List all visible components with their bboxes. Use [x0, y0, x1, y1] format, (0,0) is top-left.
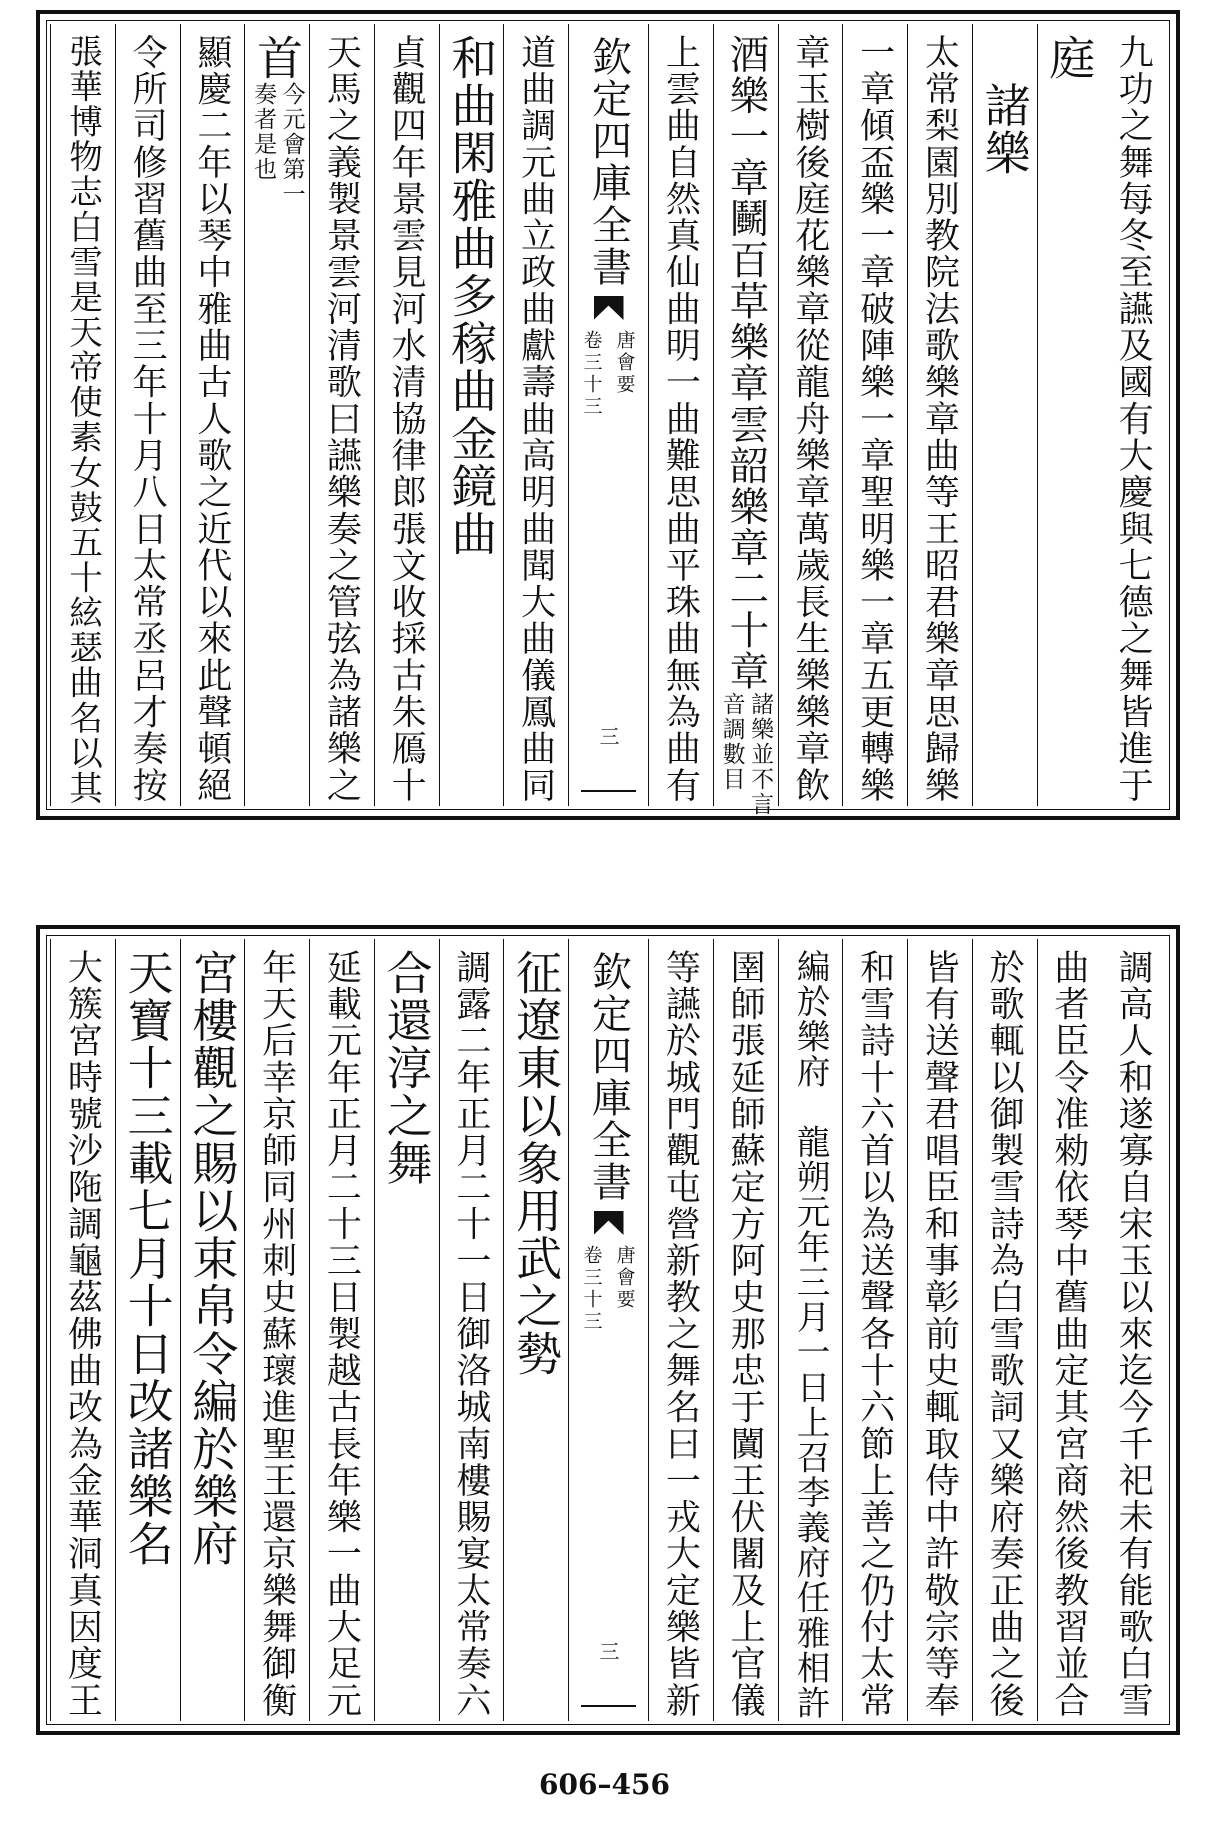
text-column [778, 24, 843, 806]
text-column [1037, 939, 1102, 1721]
column-text: 圉師張延師蘇定方阿史那忠于闐王伏闍及上官儀 [725, 949, 767, 1719]
column-text: 庭 [1042, 34, 1097, 82]
column-text: 宮樓觀之賜以束帛令編於樂府 [185, 949, 240, 1568]
column-text: 大簇宮時號沙陁調龜茲佛曲改為金華洞真因度王 [62, 949, 104, 1719]
column-text: 編於樂府 龍朔元年三月一日上召李義府任雅相許 [791, 949, 831, 1721]
column-text: 令所司修習舊曲至三年十月八日太常丞呂才奏按 [127, 34, 169, 804]
column-text: 九功之舞每冬至讌及國有大慶與七德之舞皆進于 [1113, 34, 1155, 804]
text-column [50, 24, 115, 806]
lower-book-page [36, 925, 1180, 1735]
text-column [1101, 939, 1166, 1721]
column-text: 顯慶二年以琴中雅曲古人歌之近代以來此聲頓絕 [191, 34, 233, 804]
center-book-info [579, 330, 639, 418]
text-column [309, 939, 374, 1721]
book-series-title: 欽定四庫全書 [585, 951, 632, 1203]
lower-fish-tail-line [581, 1705, 636, 1707]
text-column [180, 939, 245, 1721]
column-text: 於歌輒以御製雪詩為白雪歌詞又樂府奏正曲之後 [984, 949, 1026, 1719]
lower-fish-tail-line [581, 790, 636, 792]
column-text: 和曲閑雅曲多稼曲金鏡曲 [444, 34, 499, 558]
fish-tail-mark [594, 296, 624, 320]
column-text: 諸樂 [977, 34, 1032, 177]
column-text: 調露二年正月二十一日御洛城南樓賜宴太常奏六 [450, 949, 492, 1719]
text-column [842, 24, 907, 806]
upper-page-center-fold [568, 24, 648, 806]
note-line: 奏者是也 [250, 81, 277, 182]
interlinear-note [718, 692, 773, 817]
column-text: 調高人和遂寡自宋玉以來迄今千祀未有能歌白雪 [1113, 949, 1155, 1719]
column-text: 貞觀四年景雲見河水清協律郎張文收採古朱鴈十 [386, 34, 428, 804]
text-column [50, 939, 115, 1721]
text-column [374, 939, 439, 1721]
column-text: 皆有送聲君唱臣和事彰前史輒取侍中許敬宗等奉 [919, 949, 961, 1719]
text-column [907, 939, 972, 1721]
interlinear-note [250, 82, 305, 207]
text-column [648, 939, 713, 1721]
text-column [907, 24, 972, 806]
column-text: 酒樂一章鬭百草樂章雲韶樂章二十章 [723, 34, 770, 692]
text-column [503, 24, 568, 806]
column-text: 等讌於城門觀屯營新教之舞名曰一戎大定樂皆新 [660, 949, 702, 1719]
column-text: 首 [250, 34, 305, 82]
folio-number: 三 [596, 726, 620, 746]
text-column [778, 939, 843, 1721]
column-text: 和雪詩十六首以為送聲各十六節上善之仍付太常 [854, 949, 896, 1719]
lower-page-center-fold [568, 939, 648, 1721]
column-text: 征遼東以象用武之勢 [509, 949, 564, 1378]
text-column [1101, 24, 1166, 806]
text-column [842, 939, 907, 1721]
fish-tail-mark [594, 1211, 624, 1235]
text-column [648, 24, 713, 806]
note-line: 音調數目 [718, 691, 745, 792]
column-text: 天寶十三載七月十日改諸樂名 [120, 949, 175, 1568]
text-column [972, 939, 1037, 1721]
column-text: 一章傾盃樂一章破陣樂一章聖明樂一章五更轉樂 [854, 34, 896, 804]
text-column [180, 24, 245, 806]
column-text: 年天后幸京師同州刺史蘇瓌進聖王還京樂舞御衡 [256, 949, 298, 1719]
text-column [115, 24, 180, 806]
column-text: 合還淳之舞 [379, 949, 434, 1187]
column-text: 曲者臣令准勑依琴中舊曲定其宮商然後教習並合 [1048, 949, 1090, 1719]
book-name: 唐會要 [613, 330, 636, 396]
column-text: 上雲曲自然真仙曲明一曲難思曲平珠曲無為曲有 [660, 34, 702, 804]
column-text: 張華博物志白雪是天帝使素女鼓五十絃瑟曲名以其 [63, 34, 103, 806]
text-column [713, 24, 778, 817]
volume-number: 卷三十三 [580, 1245, 603, 1333]
column-text: 延載元年正月二十三日製越古長年樂一曲大足元 [321, 949, 363, 1719]
text-column [972, 24, 1037, 806]
page-number: 606–456 [539, 1768, 670, 1801]
column-text: 太常梨園別教院法歌樂章曲等王昭君樂章思歸樂 [919, 34, 961, 804]
book-series-title: 欽定四庫全書 [585, 36, 632, 288]
center-book-info [579, 1245, 639, 1333]
folio-number: 三 [596, 1641, 620, 1661]
note-line: 今元會第一 [278, 81, 305, 207]
upper-book-page [36, 10, 1180, 820]
column-text: 道曲調元曲立政曲獻壽曲高明曲聞大曲儀鳳曲同 [515, 34, 557, 804]
text-column [503, 939, 568, 1721]
volume-number: 卷三十三 [580, 330, 603, 418]
text-column [244, 24, 309, 806]
text-column [1037, 24, 1102, 806]
text-column [374, 24, 439, 806]
text-column [439, 24, 504, 806]
column-text: 章玉樹後庭花樂章從龍舟樂章萬歲長生樂樂章飲 [789, 34, 831, 804]
text-column [439, 939, 504, 1721]
text-column [244, 939, 309, 1721]
text-column [115, 939, 180, 1721]
text-column [309, 24, 374, 806]
text-column [713, 939, 778, 1721]
note-line: 諸樂並不言 [747, 691, 774, 817]
book-name: 唐會要 [613, 1245, 636, 1311]
column-text: 天馬之義製景雲河清歌曰讌樂奏之管弦為諸樂之 [321, 34, 363, 804]
